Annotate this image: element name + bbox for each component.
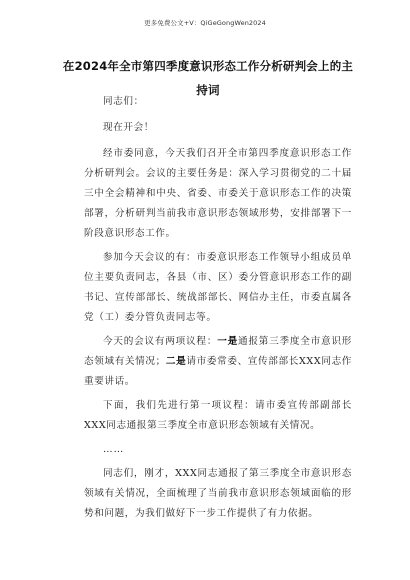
document-title: 在2024年全市第四季度意识形态工作分析研判会上的主持词 bbox=[62, 59, 354, 97]
agenda-item-two-label: 二是 bbox=[165, 356, 187, 367]
agenda-item-one-text: 通报第三季度全市意识形态领域有关情况； bbox=[84, 336, 352, 367]
opening-line: 现在开会！ bbox=[103, 122, 154, 133]
paragraph-attendees: 参加今天会议的有：市委意识形态工作领导小组成员单位主要负责同志，各县（市、区）委分管意识形态工作的副书记、宣传部部长、统战部部长、网信办主任，市委直属各党（工）委分管负责同志等。 bbox=[84, 252, 352, 323]
salutation: 同志们： bbox=[103, 96, 144, 107]
paragraph-first-item: 下面，我们先进行第一项议程：请市委宣传部副部长XXX同志通报第三季度全市意识形态领域有关情况。 bbox=[84, 400, 352, 431]
paragraph-purpose: 经市委同意，今天我们召开全市第四季度意识形态工作分析研判会。会议的主要任务是：深入学习贯彻党的二十届三中全会精神和中央、省委、市委关于意识形态工作的决策部署，分析研判当前我市意识形态领域形势，安排部署下一阶段意识形态工作。 bbox=[84, 148, 352, 239]
header-note: 更多免费公文+V：QiGeGongWen2024 bbox=[144, 19, 266, 27]
paragraph-agenda bbox=[84, 332, 352, 392]
agenda-item-one-label: 一是 bbox=[217, 336, 238, 347]
document-body bbox=[84, 92, 352, 528]
agenda-intro: 今天的会议有两项议程： bbox=[103, 336, 218, 347]
agenda-item-two-text: 请市委常委、宣传部部长XXX同志作重要讲话。 bbox=[84, 356, 352, 387]
paragraph-summary: 同志们，刚才，XXX同志通报了第三季度全市意识形态领域有关情况，全面梳理了当前我市意识形态领域面临的形势和问题，为我们做好下一步工作提供了有力依据。 bbox=[84, 468, 352, 519]
ellipsis-break: …… bbox=[103, 444, 125, 455]
